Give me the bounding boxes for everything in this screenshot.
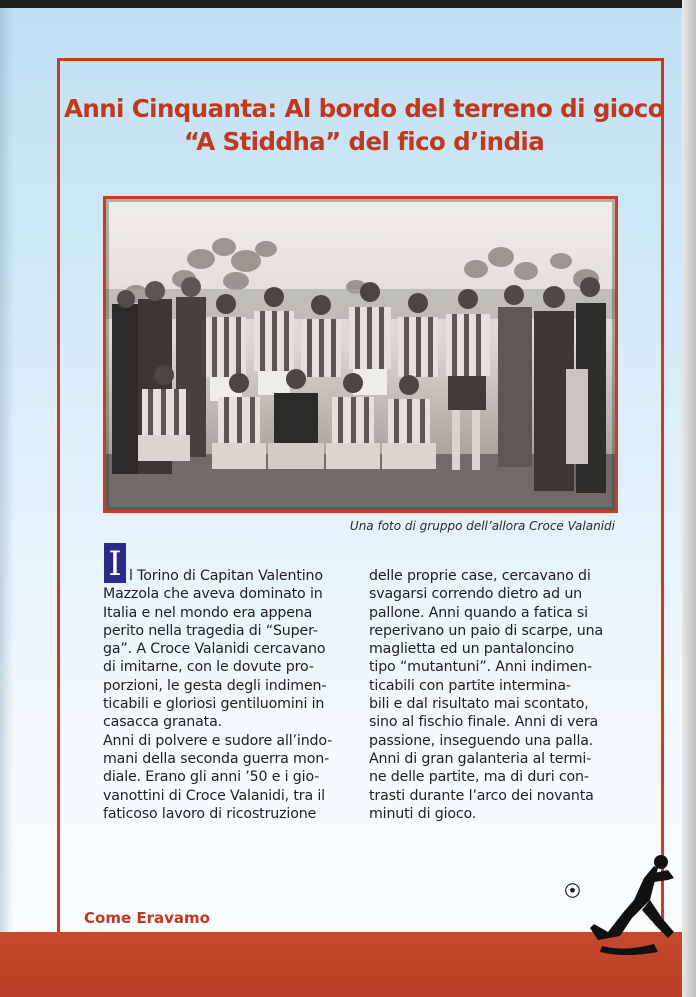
photo-caption: Una foto di gruppo dell’allora Croce Valanidi	[349, 519, 615, 533]
soccer-ball-icon	[565, 883, 580, 898]
title-line-1: Anni Cinquanta: Al bordo del terreno di gioco	[64, 94, 664, 123]
bottom-band	[0, 932, 682, 997]
drop-cap: I	[104, 543, 126, 583]
kicking-player-icon	[584, 848, 678, 958]
article-column-1	[103, 567, 353, 823]
article-column-2	[369, 567, 617, 823]
title-line-2: “A Stiddha” del fico d’india	[183, 127, 545, 156]
page-title	[60, 92, 668, 158]
section-label: Come Eravamo	[84, 909, 210, 927]
page-top-edge	[0, 0, 682, 8]
page-right-edge	[682, 0, 696, 997]
article-column-1-text: l Torino di Capitan Valentino Mazzola che aveva dominato in Italia e nel mondo era appena perito nella tragedia di “Super- ga”. A Croce Valanidi cercavano di imitarne, con le dovute pro- porzioni, le gesta degli indimen- ticabili e gloriosi gentiluomini in casacca granata. Anni di polvere e sudore all’indo- mani della seconda guerra mon- diale. Erano gli anni ’50 e i gio- vanottini di Croce Valanidi, tra il faticoso lavoro di ricostruzione	[103, 568, 333, 822]
article-column-2-text: delle proprie case, cercavano di svagarsi correndo dietro ad un pallone. Anni quando a fatica si reperivano un paio di scarpe, una maglietta ed un pantaloncino tipo “mutantuni”. Anni indimen- ticabili con partite intermina- bili e dal risultato mai scontato, sino al fischio finale. Anni di vera passione, inseguendo una palla. Anni di gran galanteria al termi- ne delle partite, ma di duri con- trasti durante l’arco dei novanta minuti di gioco.	[369, 568, 604, 822]
team-photo-image	[106, 199, 615, 510]
page-number: 5	[645, 920, 655, 936]
team-photo	[103, 196, 618, 513]
